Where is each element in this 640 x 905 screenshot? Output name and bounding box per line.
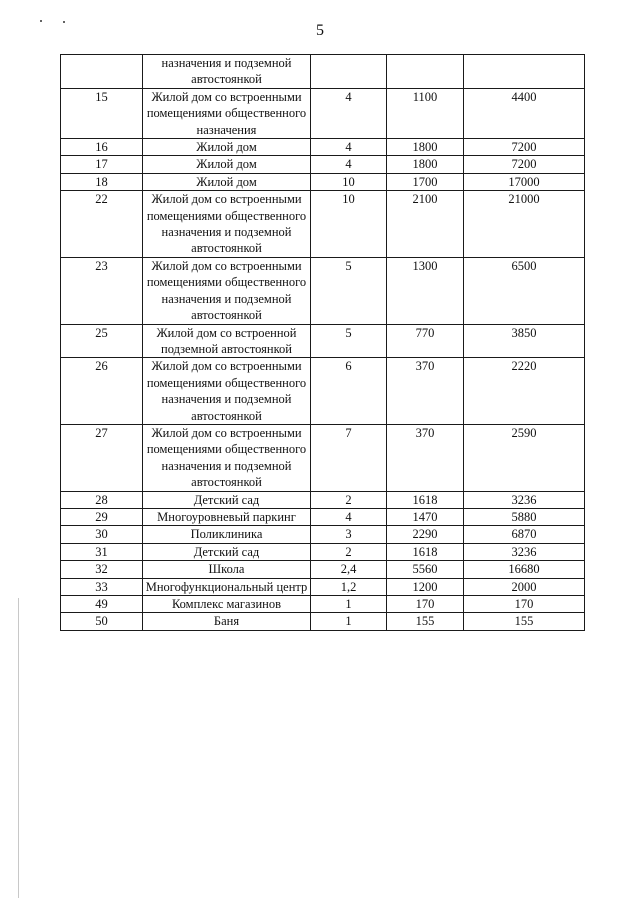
cell-object-name: Жилой дом со встроенными помещениями общественного назначения и подземной автостоянкой bbox=[143, 191, 311, 258]
cell-column-4: 1700 bbox=[387, 173, 464, 190]
objects-table bbox=[60, 54, 585, 631]
cell-number: 27 bbox=[61, 424, 143, 491]
cell-number: 28 bbox=[61, 491, 143, 508]
cell-column-3: 10 bbox=[311, 173, 387, 190]
table-row bbox=[61, 424, 585, 491]
cell-number: 15 bbox=[61, 88, 143, 138]
cell-number: 18 bbox=[61, 173, 143, 190]
cell-column-5: 16680 bbox=[464, 561, 585, 578]
cell-column-4: 770 bbox=[387, 324, 464, 358]
table-row bbox=[61, 578, 585, 595]
cell-column-4: 2290 bbox=[387, 526, 464, 543]
cell-object-name: Жилой дом bbox=[143, 156, 311, 173]
cell-column-4: 370 bbox=[387, 424, 464, 491]
cell-number: 32 bbox=[61, 561, 143, 578]
cell-object-name: Жилой дом со встроенными помещениями общественного назначения и подземной автостоянкой bbox=[143, 358, 311, 425]
cell-column-4: 1618 bbox=[387, 491, 464, 508]
table-row bbox=[61, 191, 585, 258]
cell-column-5: 155 bbox=[464, 613, 585, 630]
cell-number: 22 bbox=[61, 191, 143, 258]
cell-column-5: 6500 bbox=[464, 257, 585, 324]
cell-column-3: 2 bbox=[311, 491, 387, 508]
cell-object-name: Жилой дом со встроенной подземной автостоянкой bbox=[143, 324, 311, 358]
cell-column-4 bbox=[387, 55, 464, 89]
scan-speck bbox=[63, 21, 65, 23]
table-row bbox=[61, 596, 585, 613]
cell-column-4: 370 bbox=[387, 358, 464, 425]
cell-object-name: Жилой дом bbox=[143, 139, 311, 156]
cell-column-5: 3850 bbox=[464, 324, 585, 358]
cell-number bbox=[61, 55, 143, 89]
cell-column-4: 1200 bbox=[387, 578, 464, 595]
cell-number: 49 bbox=[61, 596, 143, 613]
cell-object-name: назначения и подземной автостоянкой bbox=[143, 55, 311, 89]
table-body bbox=[61, 55, 585, 631]
cell-column-5: 4400 bbox=[464, 88, 585, 138]
table-row bbox=[61, 613, 585, 630]
cell-column-3: 1 bbox=[311, 613, 387, 630]
table-row bbox=[61, 491, 585, 508]
cell-column-4: 1100 bbox=[387, 88, 464, 138]
cell-column-4: 2100 bbox=[387, 191, 464, 258]
table-row bbox=[61, 543, 585, 560]
cell-column-5: 17000 bbox=[464, 173, 585, 190]
cell-object-name: Жилой дом bbox=[143, 173, 311, 190]
cell-column-3: 1 bbox=[311, 596, 387, 613]
cell-number: 23 bbox=[61, 257, 143, 324]
cell-object-name: Детский сад bbox=[143, 491, 311, 508]
cell-number: 30 bbox=[61, 526, 143, 543]
cell-number: 26 bbox=[61, 358, 143, 425]
cell-number: 31 bbox=[61, 543, 143, 560]
cell-column-4: 5560 bbox=[387, 561, 464, 578]
table-row bbox=[61, 139, 585, 156]
cell-object-name: Многофункциональный центр bbox=[143, 578, 311, 595]
cell-object-name: Многоуровневый паркинг bbox=[143, 508, 311, 525]
cell-column-5: 2590 bbox=[464, 424, 585, 491]
table-row bbox=[61, 526, 585, 543]
scan-speck bbox=[40, 20, 42, 22]
cell-column-5: 5880 bbox=[464, 508, 585, 525]
cell-object-name: Комплекс магазинов bbox=[143, 596, 311, 613]
cell-column-4: 1300 bbox=[387, 257, 464, 324]
table-row bbox=[61, 88, 585, 138]
cell-column-5: 2220 bbox=[464, 358, 585, 425]
cell-object-name: Поликлиника bbox=[143, 526, 311, 543]
cell-column-4: 1800 bbox=[387, 139, 464, 156]
cell-column-4: 1618 bbox=[387, 543, 464, 560]
cell-column-3: 6 bbox=[311, 358, 387, 425]
cell-object-name: Жилой дом со встроенными помещениями общественного назначения и подземной автостоянкой bbox=[143, 424, 311, 491]
cell-column-3: 4 bbox=[311, 139, 387, 156]
cell-column-3: 4 bbox=[311, 88, 387, 138]
cell-column-5: 7200 bbox=[464, 139, 585, 156]
cell-column-5: 7200 bbox=[464, 156, 585, 173]
cell-column-5: 2000 bbox=[464, 578, 585, 595]
cell-column-3: 5 bbox=[311, 257, 387, 324]
table-row bbox=[61, 257, 585, 324]
table-row bbox=[61, 324, 585, 358]
cell-column-5: 21000 bbox=[464, 191, 585, 258]
cell-column-3 bbox=[311, 55, 387, 89]
cell-column-3: 5 bbox=[311, 324, 387, 358]
cell-column-5: 3236 bbox=[464, 543, 585, 560]
cell-column-5: 6870 bbox=[464, 526, 585, 543]
cell-column-3: 4 bbox=[311, 508, 387, 525]
table-row bbox=[61, 55, 585, 89]
cell-number: 25 bbox=[61, 324, 143, 358]
cell-column-5: 170 bbox=[464, 596, 585, 613]
cell-column-4: 1470 bbox=[387, 508, 464, 525]
cell-number: 33 bbox=[61, 578, 143, 595]
cell-number: 16 bbox=[61, 139, 143, 156]
cell-column-3: 2,4 bbox=[311, 561, 387, 578]
cell-number: 50 bbox=[61, 613, 143, 630]
scan-edge-line bbox=[18, 598, 19, 898]
cell-column-3: 10 bbox=[311, 191, 387, 258]
cell-object-name: Детский сад bbox=[143, 543, 311, 560]
cell-column-3: 2 bbox=[311, 543, 387, 560]
cell-column-3: 3 bbox=[311, 526, 387, 543]
cell-column-3: 4 bbox=[311, 156, 387, 173]
cell-number: 29 bbox=[61, 508, 143, 525]
cell-object-name: Жилой дом со встроенными помещениями общественного назначения и подземной автостоянкой bbox=[143, 257, 311, 324]
table-row bbox=[61, 358, 585, 425]
table-row bbox=[61, 173, 585, 190]
cell-column-4: 1800 bbox=[387, 156, 464, 173]
cell-column-4: 170 bbox=[387, 596, 464, 613]
cell-object-name: Жилой дом со встроенными помещениями общественного назначения bbox=[143, 88, 311, 138]
cell-column-5: 3236 bbox=[464, 491, 585, 508]
cell-column-3: 1,2 bbox=[311, 578, 387, 595]
cell-object-name: Школа bbox=[143, 561, 311, 578]
cell-column-5 bbox=[464, 55, 585, 89]
table-row bbox=[61, 561, 585, 578]
table-row bbox=[61, 508, 585, 525]
cell-number: 17 bbox=[61, 156, 143, 173]
cell-column-3: 7 bbox=[311, 424, 387, 491]
cell-object-name: Баня bbox=[143, 613, 311, 630]
cell-column-4: 155 bbox=[387, 613, 464, 630]
table-row bbox=[61, 156, 585, 173]
page-number: 5 bbox=[316, 22, 324, 39]
